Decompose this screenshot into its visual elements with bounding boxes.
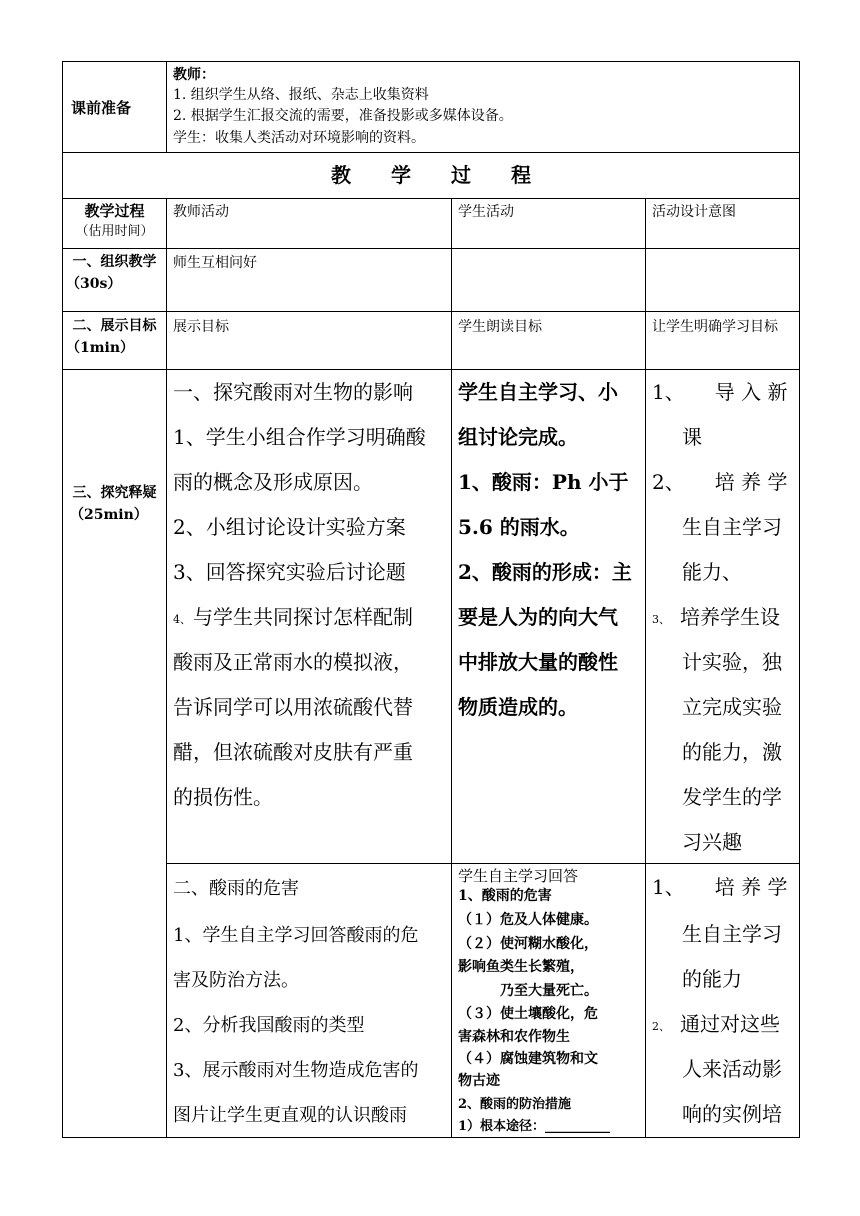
table-border-top (62, 61, 800, 62)
row-divider (62, 198, 800, 199)
student-intro: 学生自主学习回答 (458, 867, 579, 885)
col-divider (451, 198, 452, 1138)
teacher-line: 的损伤性。 (173, 785, 273, 809)
header-teacher: 教师活动 (173, 204, 229, 220)
student-activity: 学生朗读目标 (458, 319, 542, 335)
teacher-line: 3、回答探究实验后讨论题 (173, 560, 406, 584)
intent-line: 课 (682, 425, 702, 449)
step-time: （30s） (66, 276, 122, 292)
student-line: 1）根本途径：__________ (458, 1119, 611, 1134)
student-line: （１）危及人体健康。 (458, 912, 598, 928)
prep-line: 教师： (173, 67, 215, 83)
student-line: 1、酸雨的危害 (458, 888, 552, 904)
intent-line: 习兴趣 (682, 830, 742, 854)
table-border-left (62, 61, 63, 1138)
intent-line: 生自主学习 (682, 922, 782, 946)
teacher-line: 1、学生自主学习回答酸雨的危 (173, 925, 419, 946)
student-line: 2、酸雨的形成：主 (458, 560, 632, 584)
intent-line: 生自主学习 (682, 515, 782, 539)
student-line: 乃至大量死亡。 (458, 983, 598, 999)
student-line: 影响鱼类生长繁殖， (458, 959, 584, 975)
step-time: （1min） (66, 340, 135, 356)
row-divider (62, 311, 800, 312)
step-time: （25min） (70, 507, 148, 523)
intent-line: 人来活动影 (682, 1057, 782, 1081)
col-divider (166, 198, 167, 1138)
teacher-line: 告诉同学可以用浓硫酸代替 (173, 695, 413, 719)
header-intent: 活动设计意图 (652, 204, 736, 220)
teacher-line: 2、小组讨论设计实验方案 (173, 515, 406, 539)
header-process: 教学过程 (84, 202, 145, 220)
row-divider (62, 152, 800, 153)
header-process-note: （估用时间） (75, 224, 154, 239)
intent-line: 的能力 (682, 967, 742, 991)
prep-line: 1. 组织学生从络、报纸、杂志上收集资料 (173, 87, 429, 103)
teacher-line: 二、酸雨的危害 (173, 878, 299, 899)
activity-intent: 让学生明确学习目标 (652, 319, 778, 335)
table-border-right (799, 61, 800, 1138)
col-divider (645, 198, 646, 1138)
intent-line-number: 2、 (652, 1020, 670, 1033)
student-line: 2、酸雨的防治措施 (458, 1097, 572, 1112)
teacher-line: 醋，但浓硫酸对皮肤有严重 (173, 740, 413, 764)
teacher-line: 害及防治方法。 (173, 970, 299, 991)
student-line: （４）腐蚀建筑物和文 (458, 1051, 598, 1067)
student-line: 物质造成的。 (458, 695, 578, 719)
student-line: 中排放大量的酸性 (458, 650, 618, 674)
student-line: 要是人为的向大气 (458, 605, 618, 629)
intent-line: 立完成实验 (682, 695, 782, 719)
teacher-line: 雨的概念及形成原因。 (173, 470, 373, 494)
prep-label: 课前准备 (71, 99, 132, 117)
student-line: 学生自主学习、小 (458, 380, 618, 404)
teacher-activity: 师生互相问好 (173, 255, 257, 271)
section-title: 教 学 过 程 (331, 163, 531, 187)
teacher-line-number: 4、 (173, 613, 191, 626)
teacher-line: 一、探究酸雨对生物的影响 (173, 380, 413, 404)
student-line: 害森林和农作物生 (458, 1029, 570, 1045)
step-label: 二、展示目标 (72, 318, 157, 334)
col-divider (166, 61, 167, 153)
intent-line: 1、 培 养 学 (652, 875, 788, 899)
teacher-line: 3、展示酸雨对生物造成危害的 (173, 1060, 419, 1081)
teacher-line: 图片让学生更直观的认识酸雨 (173, 1105, 407, 1126)
intent-line: 2、 培 养 学 (652, 470, 788, 494)
student-line: 组讨论完成。 (458, 425, 578, 449)
intent-line-number: 3、 (652, 613, 670, 626)
intent-line: 通过对这些 (680, 1012, 780, 1036)
intent-line: 的能力，激 (682, 740, 782, 764)
intent-line: 计实验，独 (682, 650, 782, 674)
student-line: 5.6 的雨水。 (458, 515, 580, 539)
teacher-line: 与学生共同探讨怎样配制 (193, 605, 413, 629)
teacher-line: 酸雨及正常雨水的模拟液， (173, 650, 413, 674)
prep-line: 2. 根据学生汇报交流的需要，准备投影或多媒体设备。 (173, 108, 513, 124)
step-label: 三、探究释疑 (72, 485, 157, 501)
teacher-activity: 展示目标 (173, 319, 229, 335)
intent-line: 响的实例培 (682, 1102, 782, 1126)
step-label: 一、组织教学 (72, 254, 157, 270)
intent-line: 培养学生设 (680, 605, 780, 629)
intent-line: 能力、 (682, 560, 742, 584)
intent-line: 发学生的学 (682, 785, 782, 809)
student-line: （３）使土壤酸化，危 (458, 1006, 598, 1022)
prep-line: 学生：收集人类活动对环境影响的资料。 (173, 130, 425, 146)
student-line: 1、酸雨：Ph 小于 (458, 470, 629, 494)
header-student: 学生活动 (458, 204, 514, 220)
teacher-line: 1、学生小组合作学习明确酸 (173, 425, 426, 449)
student-line: （２）使河糊水酸化， (458, 936, 598, 952)
row-divider (62, 248, 800, 249)
student-line: 物古迹 (458, 1073, 500, 1089)
intent-line: 1、 导 入 新 (652, 380, 788, 404)
teacher-line: 2、分析我国酸雨的类型 (173, 1015, 365, 1036)
